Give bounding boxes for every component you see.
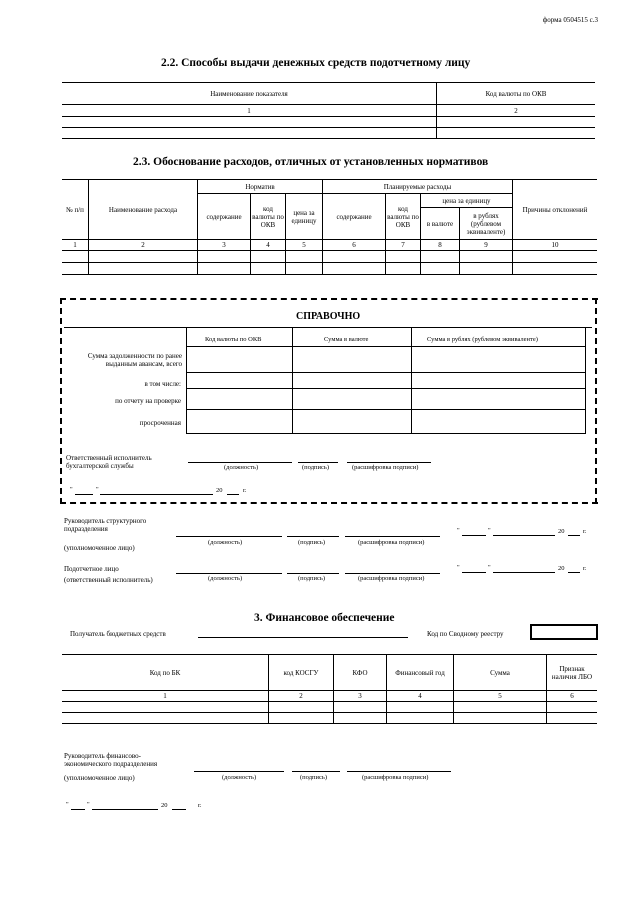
ref-cell[interactable] (293, 388, 412, 409)
table-cell[interactable] (513, 263, 598, 275)
section-3-title: 3. Финансовое обеспечение (254, 612, 395, 624)
fin-position-line[interactable] (194, 771, 284, 772)
table-cell[interactable] (269, 702, 334, 713)
ref-date-month[interactable] (100, 494, 213, 495)
section-2-3-title: 2.3. Обоснование расходов, отличных от установленных нормативов (133, 156, 489, 168)
head-label-2: (уполномоченное лицо) (64, 544, 135, 552)
ref-col1-header: Код валюты по ОКВ (205, 336, 262, 343)
col-num: 1 (62, 691, 269, 702)
fin-date-g: г. (198, 802, 202, 809)
table-cell[interactable] (286, 251, 323, 263)
col-np: № п/п (62, 180, 89, 240)
col-num: 7 (386, 240, 421, 251)
table-cell[interactable] (62, 702, 269, 713)
table-cell[interactable] (62, 128, 437, 139)
table-cell[interactable] (334, 713, 387, 724)
head-position-line[interactable] (176, 536, 282, 537)
head-date-q1: " (457, 527, 460, 534)
ref-row-including: в том числе: (144, 380, 181, 388)
ref-date-day[interactable] (75, 494, 93, 495)
methods-table (62, 82, 595, 139)
col-okv: код валюты по ОКВ (251, 194, 286, 240)
ref-col3-header: Сумма в рублях (рублевом эквиваленте) (427, 336, 538, 343)
acc-date-q1: " (457, 564, 460, 571)
table-cell[interactable] (460, 251, 513, 263)
col-num: 10 (513, 240, 598, 251)
ref-row-under-review: по отчету на проверке (115, 397, 181, 405)
table-cell[interactable] (547, 702, 598, 713)
col-content-planned: содержание (323, 194, 386, 240)
recipient-label: Получатель бюджетных средств (70, 630, 166, 638)
col-norm: Норматив (198, 180, 323, 194)
ref-date-year-line[interactable] (227, 494, 239, 495)
head-date-year: 20 (558, 528, 565, 535)
recipient-input-line[interactable] (198, 637, 408, 638)
col-num: 5 (286, 240, 323, 251)
ref-decode-line[interactable] (347, 462, 431, 463)
col-num: 6 (547, 691, 598, 702)
ref-position-line[interactable] (188, 462, 292, 463)
col-num: 8 (421, 240, 460, 251)
table-cell[interactable] (286, 263, 323, 275)
table-cell[interactable] (460, 263, 513, 275)
head-sign-caption: (подпись) (298, 539, 325, 546)
ref-cell[interactable] (412, 346, 586, 372)
ref-decode-caption: (расшифровка подписи) (352, 464, 419, 471)
ref-header-cell (293, 327, 412, 346)
ref-frame-right (595, 298, 597, 504)
section-2-2-title: 2.2. Способы выдачи денежных средств подотчетному лицу (161, 57, 471, 69)
acc-date-q2: " (488, 564, 491, 571)
ref-cell[interactable] (187, 346, 293, 372)
table-cell[interactable] (454, 702, 547, 713)
ref-cell[interactable] (187, 409, 293, 433)
col-kbk: Код по БК (62, 655, 269, 691)
col-indicator-name: Наименование показателя (62, 83, 437, 105)
acc-sign-caption: (подпись) (298, 575, 325, 582)
col-num: 4 (387, 691, 454, 702)
fin-sign-line[interactable] (292, 771, 340, 772)
table-cell[interactable] (251, 263, 286, 275)
table-cell[interactable] (386, 263, 421, 275)
head-decode-line[interactable] (345, 536, 440, 537)
col-sum: Сумма (454, 655, 547, 691)
fin-decode-line[interactable] (347, 771, 451, 772)
ref-cell[interactable] (293, 372, 412, 388)
col-num: 3 (198, 240, 251, 251)
table-cell[interactable] (547, 713, 598, 724)
fin-head-label-2: (уполномоченное лицо) (64, 774, 135, 782)
table-cell[interactable] (437, 117, 596, 128)
table-cell[interactable] (62, 713, 269, 724)
fin-date-q2: " (87, 801, 90, 808)
ref-frame-top (60, 298, 598, 300)
col-num: 3 (334, 691, 387, 702)
table-cell[interactable] (62, 117, 437, 128)
ref-row-overdue: просроченная (139, 419, 181, 427)
table-cell[interactable] (386, 251, 421, 263)
fin-date-year-line[interactable] (172, 809, 186, 810)
ref-date-quote-open: " (70, 486, 73, 493)
fin-position-caption: (должность) (222, 774, 257, 781)
fin-sign-caption: (подпись) (300, 774, 327, 781)
table-cell[interactable] (323, 263, 386, 275)
acc-date-year-line[interactable] (568, 572, 580, 573)
col-num: 2 (437, 105, 596, 117)
ref-header-cell (187, 327, 293, 346)
table-cell[interactable] (89, 251, 198, 263)
col-currency-code: Код валюты по ОКВ (437, 83, 596, 105)
head-date-q2: " (488, 527, 491, 534)
fin-date-q1: " (66, 801, 69, 808)
col-planned: Планируемые расходы (323, 180, 513, 194)
finance-table (62, 654, 597, 724)
table-cell[interactable] (387, 702, 454, 713)
col-num: 9 (460, 240, 513, 251)
acc-date-g: г. (583, 565, 587, 572)
code-register-label: Код по Сводному реестру (427, 630, 504, 638)
table-cell[interactable] (323, 251, 386, 263)
acc-date-day[interactable] (462, 572, 486, 573)
acc-decode-caption: (расшифровка подписи) (358, 575, 425, 582)
ref-cell[interactable] (293, 409, 412, 433)
ref-frame-bottom (60, 502, 598, 504)
reference-table (186, 327, 586, 434)
head-label: Руководитель структурного подразделения (64, 517, 147, 533)
table-cell[interactable] (89, 263, 198, 275)
col-num: 1 (62, 105, 437, 117)
col-num: 4 (251, 240, 286, 251)
table-cell[interactable] (334, 702, 387, 713)
col-price: цена за единицу (286, 194, 323, 240)
ref-cell[interactable] (412, 409, 586, 433)
ref-sign-caption: (подпись) (302, 464, 329, 471)
ref-cell[interactable] (293, 346, 412, 372)
ref-date-year: 20 (216, 487, 223, 494)
col-fin-year: Финансовый год (387, 655, 454, 691)
acc-sign-line[interactable] (287, 573, 339, 574)
ref-header-cell (412, 327, 586, 346)
table-cell[interactable] (454, 713, 547, 724)
ref-responsible-executor: Ответственный исполнитель бухгалтерской службы (66, 454, 152, 470)
col-lbo: Признак наличия ЛБО (547, 655, 598, 691)
col-expense-name: Наименование расхода (89, 180, 198, 240)
form-number: форма 0504515 с.3 (542, 16, 598, 24)
head-date-day[interactable] (462, 535, 486, 536)
ref-date-g: г. (243, 487, 247, 494)
head-decode-caption: (расшифровка подписи) (358, 539, 425, 546)
code-register-box[interactable] (530, 624, 598, 640)
table-cell[interactable] (513, 251, 598, 263)
head-date-g: г. (583, 528, 587, 535)
ref-row-total-debt: Сумма задолженности по ранее выданным авансам, всего (87, 352, 182, 368)
table-cell[interactable] (269, 713, 334, 724)
table-cell[interactable] (437, 128, 596, 139)
col-okv-planned: код валюты по ОКВ (386, 194, 421, 240)
col-num: 2 (89, 240, 198, 251)
col-num: 6 (323, 240, 386, 251)
ref-title: СПРАВОЧНО (296, 311, 361, 322)
head-date-year-line[interactable] (568, 535, 580, 536)
fin-decode-caption: (расшифровка подписи) (362, 774, 429, 781)
table-cell[interactable] (62, 251, 89, 263)
table-cell[interactable] (62, 263, 89, 275)
col-num: 2 (269, 691, 334, 702)
ref-cell[interactable] (187, 372, 293, 388)
ref-col2-header: Сумма в валюте (324, 336, 369, 343)
col-kfo: КФО (334, 655, 387, 691)
table-cell[interactable] (421, 251, 460, 263)
table-cell[interactable] (198, 263, 251, 275)
col-content: содержание (198, 194, 251, 240)
accountable-label: Подотчетное лицо (64, 565, 119, 573)
col-price-unit: цена за единицу (421, 194, 513, 208)
fin-date-year: 20 (161, 802, 168, 809)
head-position-caption: (должность) (208, 539, 243, 546)
acc-position-caption: (должность) (208, 575, 243, 582)
acc-date-month[interactable] (493, 572, 555, 573)
ref-sign-line[interactable] (298, 462, 338, 463)
accountable-label-2: (ответственный исполнитель) (64, 576, 153, 584)
head-date-month[interactable] (493, 535, 555, 536)
col-num: 5 (454, 691, 547, 702)
ref-date-quote-close: " (96, 486, 99, 493)
table-cell[interactable] (421, 263, 460, 275)
col-reasons: Причины отклонений (513, 180, 598, 240)
fin-date-month[interactable] (92, 809, 158, 810)
table-cell[interactable] (387, 713, 454, 724)
col-num: 1 (62, 240, 89, 251)
ref-cell[interactable] (412, 372, 586, 388)
acc-decode-line[interactable] (345, 573, 440, 574)
col-in-rub: в рублях (рублевом эквиваленте) (460, 208, 513, 240)
ref-cell[interactable] (187, 388, 293, 409)
expenses-table (62, 179, 597, 275)
fin-head-label: Руководитель финансово-экономического подразделения (64, 752, 158, 768)
head-sign-line[interactable] (287, 536, 339, 537)
fin-date-day[interactable] (71, 809, 85, 810)
col-kosgu: код КОСГУ (269, 655, 334, 691)
col-in-currency: в валюте (421, 208, 460, 240)
table-cell[interactable] (251, 251, 286, 263)
ref-cell[interactable] (412, 388, 586, 409)
table-cell[interactable] (198, 251, 251, 263)
ref-position-caption: (должность) (224, 464, 259, 471)
acc-position-line[interactable] (176, 573, 282, 574)
ref-frame-left (60, 298, 62, 504)
acc-date-year: 20 (558, 565, 565, 572)
